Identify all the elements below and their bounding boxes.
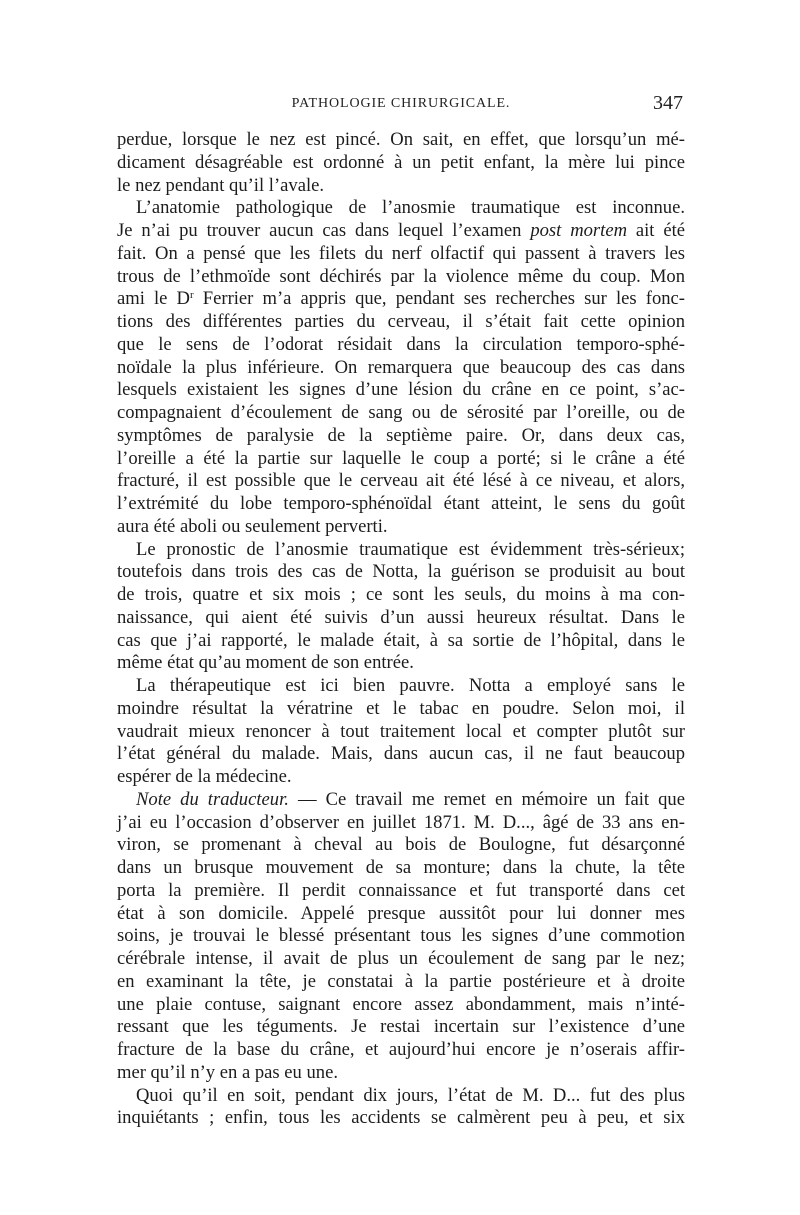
text-line: fait. On a pensé que les filets du nerf olfactif qui passent à travers les [117, 242, 685, 264]
text-line: l’extrémité du lobe temporo-sphénoïdal étant atteint, le sens du goût [117, 493, 685, 514]
paragraph-5 [117, 789, 685, 1085]
text-line: viron, se promenant à cheval au bois de Boulogne, fut désarçonné [117, 834, 685, 856]
text-line: que le sens de l’odorat résidait dans la circulation temporo-sphé- [117, 333, 685, 355]
text-line: Quoi qu’il en soit, pendant dix jours, l’état de M. D... fut des plus [136, 1084, 685, 1106]
text-line: porta la première. Il perdit connaissance et fut transporté dans cet [117, 879, 685, 901]
text-line [117, 220, 685, 243]
text-line: cérébrale intense, il avait de plus un écoulement de sang par le nez; [117, 948, 685, 969]
text-line: compagnaient d’écoulement de sang ou de sérosité par l’oreille, ou de [117, 402, 685, 423]
text-line: fracturé, il est possible que le cerveau ait été lésé à ce niveau, et alors, [117, 470, 685, 492]
text-line: fracture de la base du crâne, et aujourd’hui encore je n’oserais affir- [117, 1039, 685, 1060]
text-span: Je n’ai pu trouver aucun cas dans lequel l’examen [117, 220, 522, 241]
text-line: de trois, quatre et six mois ; ce sont les seuls, du moins à ma con- [117, 584, 685, 605]
text-line: en examinant la tête, je constatai à la partie postérieure et à droite [117, 970, 685, 992]
text-line: ressant que les téguments. Je restai incertain sur l’existence d’une [117, 1016, 685, 1038]
page-header [117, 94, 685, 120]
page-number: 347 [653, 92, 683, 114]
text-line: cas que j’ai rapporté, le malade était, à sa sortie de l’hôpital, dans le [117, 629, 685, 651]
paragraph-1 [117, 129, 685, 197]
text-line: perdue, lorsque le nez est pincé. On sait, en effet, que lorsqu’un mé- [117, 129, 685, 150]
text-span: ami le D [117, 288, 190, 310]
running-head: PATHOLOGIE CHIRURGICALE. [291, 96, 511, 111]
text-line: moindre résultat la vératrine et le tabac en poudre. Selon moi, il [117, 697, 685, 719]
text-line: l’état général du malade. Mais, dans aucun cas, il ne faut beaucoup [117, 743, 685, 765]
text-line: noïdale la plus inférieure. On remarquera que beaucoup des cas dans [117, 356, 685, 378]
text-line: soins, je trouvai le blessé présentant tous les signes d’une commotion [117, 925, 685, 947]
paragraph-2 [117, 197, 685, 538]
text-line: L’anatomie pathologique de l’anosmie traumatique est inconnue. [136, 197, 685, 219]
body-text [117, 129, 685, 1130]
text-line: une plaie contuse, saignant encore assez abondamment, mais n’inté- [117, 993, 685, 1015]
paragraph-4 [117, 675, 685, 789]
text-line: naissance, qui aient été suivis d’un aussi heureux résultat. Dans le [117, 606, 685, 628]
italic-text: post mortem [530, 220, 627, 241]
text-line: Le pronostic de l’anosmie traumatique est évidemment très-sérieux; [136, 538, 685, 560]
text-line: mer qu’il n’y en a pas eu une. [117, 1061, 338, 1083]
text-line: inquiétants ; enfin, tous les accidents se calmèrent peu à peu, et six [117, 1107, 685, 1129]
text-line: vaudrait mieux renoncer à tout traitement local et compter plutôt sur [117, 720, 685, 742]
text-span: — Ce travail me remet en mémoire un fait que [297, 788, 685, 810]
paragraph-6 [117, 1085, 685, 1131]
text-line: dicament désagréable est ordonné à un petit enfant, la mère lui pince [117, 151, 685, 173]
paragraph-3 [117, 539, 685, 676]
text-line: aura été aboli ou seulement perverti. [117, 515, 388, 537]
text-line: l’oreille a été la partie sur laquelle le coup a porté; si le crâne a été [117, 447, 685, 469]
text-line: état à son domicile. Appelé presque aussitôt pour lui donner mes [117, 902, 685, 924]
text-line: le nez pendant qu’il l’avale. [117, 174, 325, 196]
translator-note-label: Note du traducteur. [136, 788, 289, 810]
text-line: espérer de la médecine. [117, 766, 292, 787]
text-line: j’ai eu l’occasion d’observer en juillet 1871. M. D..., âgé de 33 ans en- [117, 811, 685, 833]
text-line: dans un brusque mouvement de sa monture; dans la chute, la tête [117, 857, 685, 878]
text-line: lesquels existaient les signes d’une lésion du crâne en ce point, s’ac- [117, 379, 685, 401]
text-line: symptômes de paralysie de la septième paire. Or, dans deux cas, [117, 424, 685, 446]
text-line: même état qu’au moment de son entrée. [117, 652, 414, 674]
text-line: toutefois dans trois des cas de Notta, la guérison se produisit au bout [117, 561, 685, 583]
text-line: La thérapeutique est ici bien pauvre. Notta a employé sans le [136, 675, 685, 696]
text-span: ait été [635, 220, 685, 241]
text-line: tions des différentes parties du cerveau, il s’était fait cette opinion [117, 311, 685, 332]
text-line [117, 288, 685, 311]
text-span: Ferrier m’a appris que, pendant ses recherches sur les fonc- [202, 288, 685, 310]
text-line: trous de l’ethmoïde sont déchirés par la violence même du coup. Mon [117, 265, 685, 287]
superscript: r [189, 289, 194, 302]
text-line [117, 789, 685, 812]
